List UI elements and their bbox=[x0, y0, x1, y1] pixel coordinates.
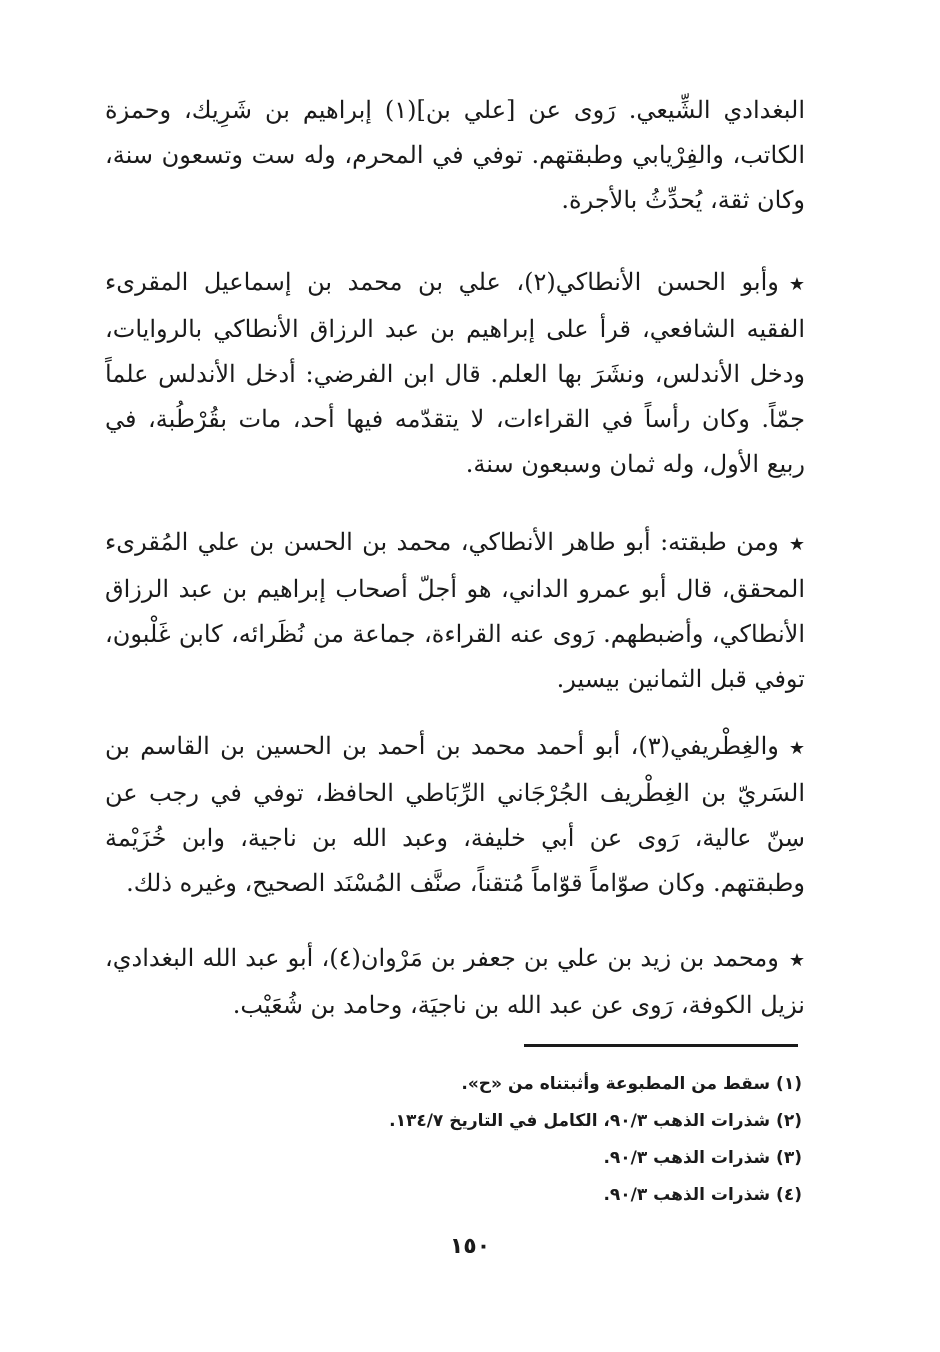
entry-al-ghitrifi bbox=[105, 724, 805, 906]
footnote-4: (٤) شذرات الذهب ٩٠/٣. bbox=[603, 1185, 802, 1205]
footnote-2: (٢) شذرات الذهب ٩٠/٣، الكامل في التاريخ ١٣٤/٧. bbox=[389, 1111, 802, 1131]
star-icon: ★ bbox=[788, 534, 805, 555]
paragraph-text: ومحمد بن زيد بن علي بن جعفر بن مَرْوان(٤)، أبو عبد الله البغدادي، نزيل الكوفة، رَوى عن عبد الله بن ناجيَة، وحامد بن شُعَيْب. bbox=[105, 944, 805, 1019]
paragraph-text: والغِطْريفي(٣)، أبو أحمد محمد بن أحمد بن الحسين بن القاسم بن السَريّ بن الغِطْريف الجُرْجَاني الرِّبَاطي الحافظ، توفي في رجب عن سِنّ عالية، رَوى عن أبي خليفة، وعبد الله بن ناجية، وابن خُزَيْمة وطبقتهم. وكان صوّاماً قوّاماً مُتقناً، صنَّف المُسْنَد الصحيح، وغيره ذلك. bbox=[105, 732, 805, 897]
paragraph-continuation bbox=[105, 88, 805, 223]
page-number: ١٥٠ bbox=[449, 1234, 491, 1259]
entry-muhammad-ibn-zayd bbox=[105, 936, 805, 1028]
paragraph-text: وأبو الحسن الأنطاكي(٢)، علي بن محمد بن إسماعيل المقرىء الفقيه الشافعي، قرأ على إبراهيم بن عبد الرزاق الأنطاكي بالروايات، ودخل الأندلس، ونشَرَ بها العلم. قال ابن الفرضي: أدخل الأندلس علماً جمّاً. وكان رأساً في القراءات، لا يتقدّمه فيها أحد، مات بقُرْطُبة، في ربيع الأول، وله ثمان وسبعون سنة. bbox=[105, 268, 805, 478]
entry-abu-tahir-al-antaki bbox=[105, 520, 805, 702]
star-icon: ★ bbox=[788, 274, 805, 295]
footnotes-section bbox=[102, 1066, 802, 1214]
paragraph-text: ومن طبقته: أبو طاهر الأنطاكي، محمد بن الحسن بن علي المُقرىء المحقق، قال أبو عمرو الداني، هو أجلّ أصحاب إبراهيم بن عبد الرزاق الأنطاكي، وأضبطهم. رَوى عنه القراءة، جماعة من نُظَرائه، كابن غَلْبون، توفي قبل الثمانين بيسير. bbox=[105, 528, 805, 693]
star-icon: ★ bbox=[788, 950, 806, 971]
footnote-divider bbox=[524, 1044, 798, 1047]
entry-abu-al-hasan-al-antaki bbox=[105, 260, 805, 487]
footnote-1: (١) سقط من المطبوعة وأثبتناه من «ح». bbox=[461, 1074, 802, 1094]
paragraph-text: البغدادي الشِّيعي. رَوى عن [علي بن](١) إبراهيم بن شَرِيك، وحمزة الكاتب، والفِرْيابي وطبقتهم. توفي في المحرم، وله ست وتسعون سنة، وكان ثقة، يُحدِّثُ بالأجرة. bbox=[105, 96, 806, 214]
footnote-3: (٣) شذرات الذهب ٩٠/٣. bbox=[603, 1148, 802, 1168]
star-icon: ★ bbox=[788, 738, 806, 759]
